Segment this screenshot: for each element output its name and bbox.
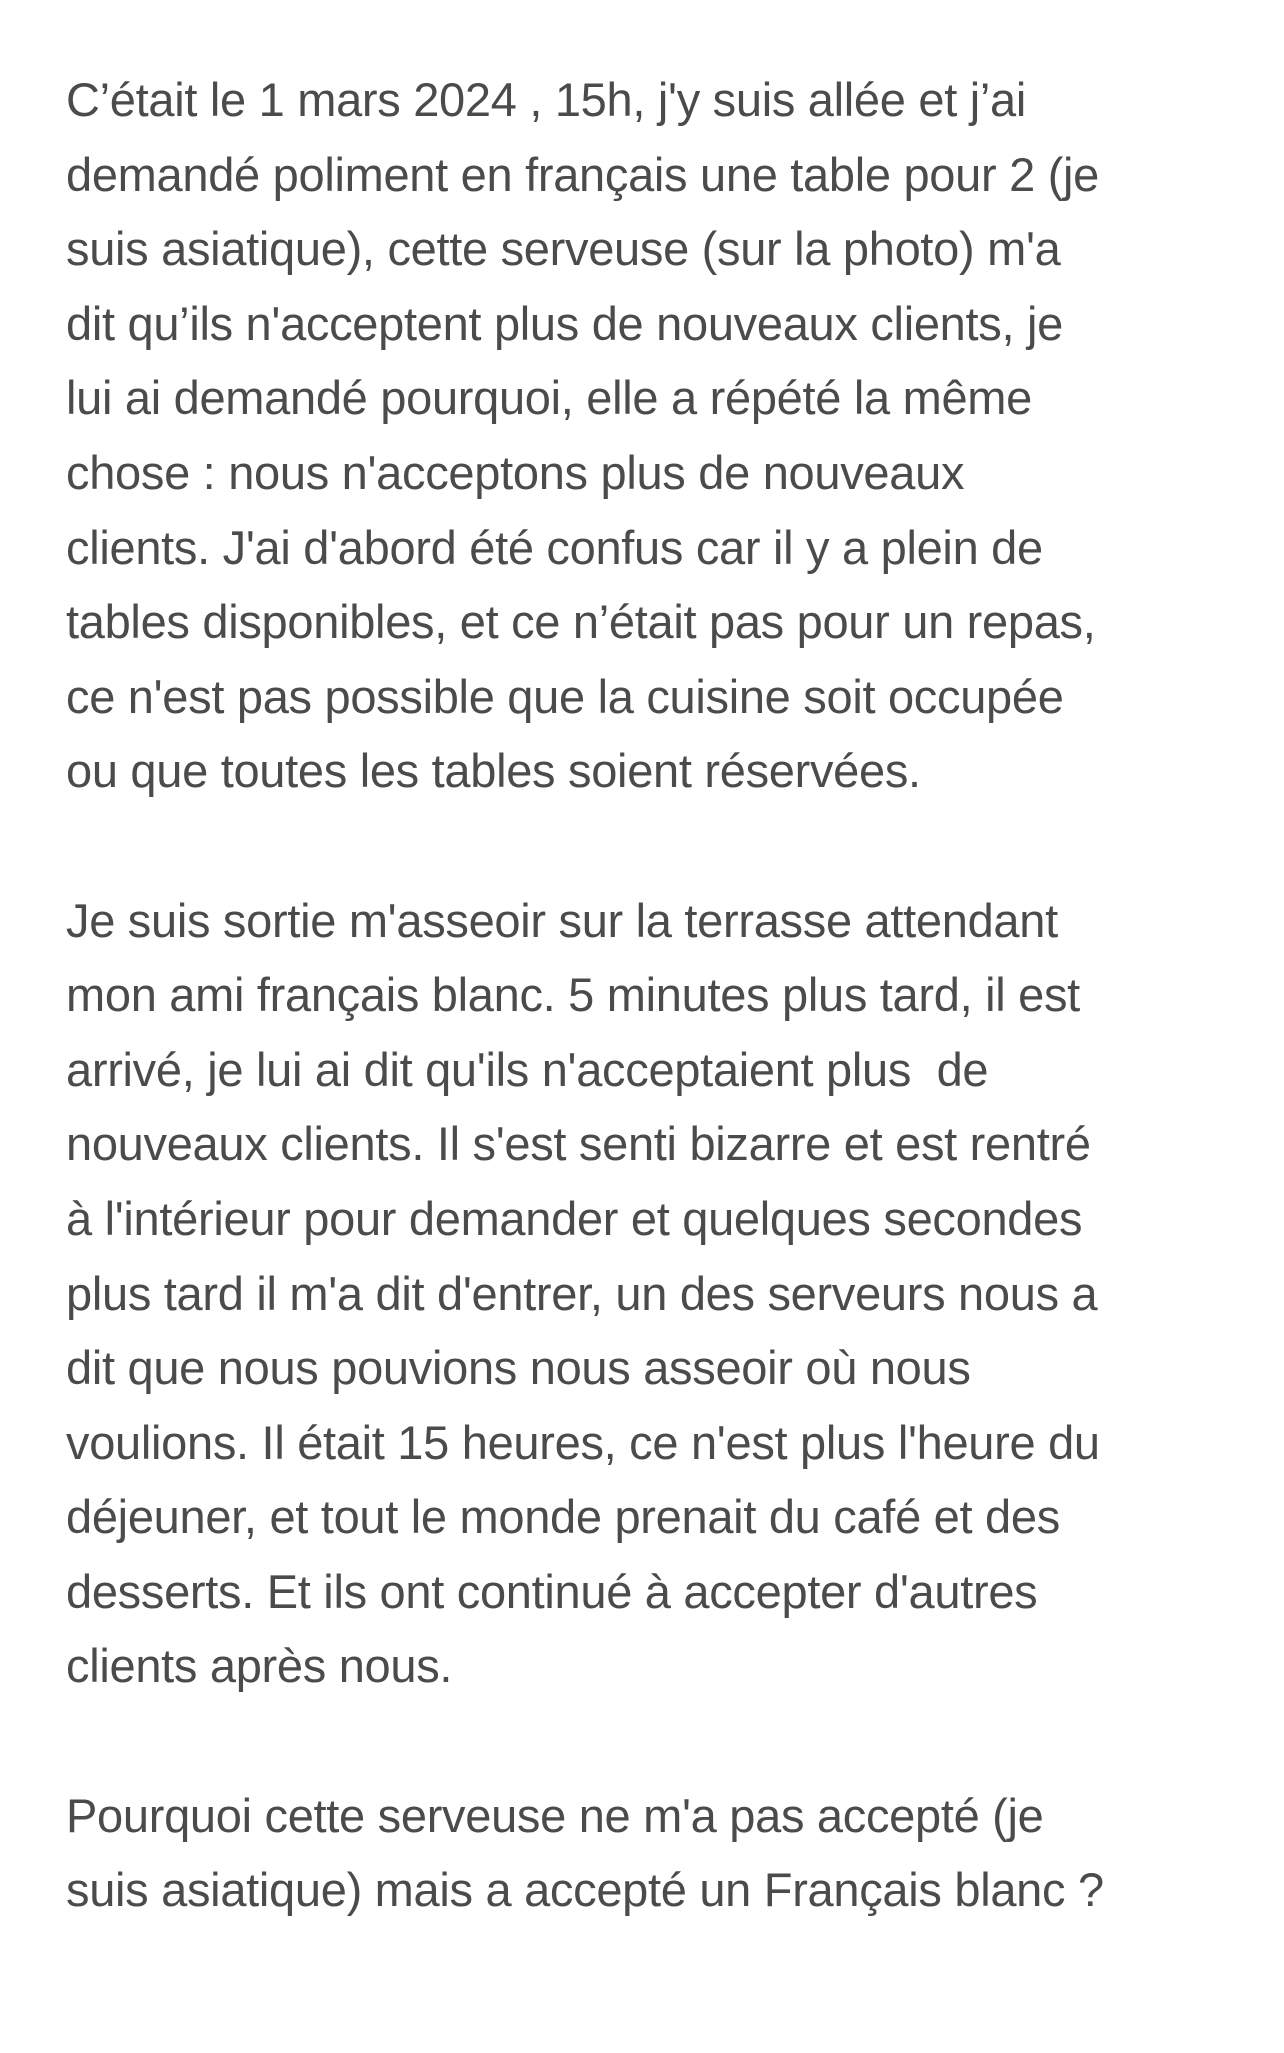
text-line: ce n'est pas possible que la cuisine soit occupée <box>66 669 1064 723</box>
text-line: C’était le 1 mars 2024 , 15h, j'y suis allée et j’ai <box>66 73 1026 126</box>
text-line: nouveaux clients. Il s'est senti bizarre et est rentré <box>66 1117 1091 1171</box>
text-line: dit qu’ils n'acceptent plus de nouveaux clients, je <box>66 296 1063 350</box>
text-line: voulions. Il était 15 heures, ce n'est plus l'heure du <box>66 1415 1100 1469</box>
text-line: tables disponibles, et ce n’était pas pour un repas, <box>66 595 1096 649</box>
post-body <box>66 63 1221 1928</box>
text-line: Pourquoi cette serveuse ne m'a pas accepté (je <box>66 1788 1044 1842</box>
text-line: chose : nous n'acceptons plus de nouveaux <box>66 445 965 499</box>
text-line: demandé poliment en français une table pour 2 (je <box>66 147 1100 201</box>
text-line: clients après nous. <box>66 1639 453 1693</box>
text-line: arrivé, je lui ai dit qu'ils n'acceptaient plus de <box>66 1042 989 1096</box>
text-line: suis asiatique) mais a accepté un Français blanc ? <box>66 1863 1104 1917</box>
text-line: lui ai demandé pourquoi, elle a répété la même <box>66 371 1032 425</box>
text-line: Je suis sortie m'asseoir sur la terrasse attendant <box>66 893 1058 947</box>
paragraph <box>66 884 1221 1705</box>
paragraph <box>66 1779 1221 1928</box>
text-line: déjeuner, et tout le monde prenait du café et des <box>66 1490 1060 1544</box>
text-line: suis asiatique), cette serveuse (sur la photo) m'a <box>66 222 1061 276</box>
text-line: clients. J'ai d'abord été confus car il y a plein de <box>66 520 1043 574</box>
text-line: dit que nous pouvions nous asseoir où nous <box>66 1341 971 1395</box>
text-line: à l'intérieur pour demander et quelques secondes <box>66 1191 1083 1245</box>
text-line: plus tard il m'a dit d'entrer, un des serveurs nous a <box>66 1266 1098 1320</box>
text-line: mon ami français blanc. 5 minutes plus tard, il est <box>66 968 1080 1022</box>
text-line: ou que toutes les tables soient réservées. <box>66 744 921 798</box>
paragraph <box>66 63 1221 809</box>
text-line: desserts. Et ils ont continué à accepter d'autres <box>66 1564 1038 1618</box>
